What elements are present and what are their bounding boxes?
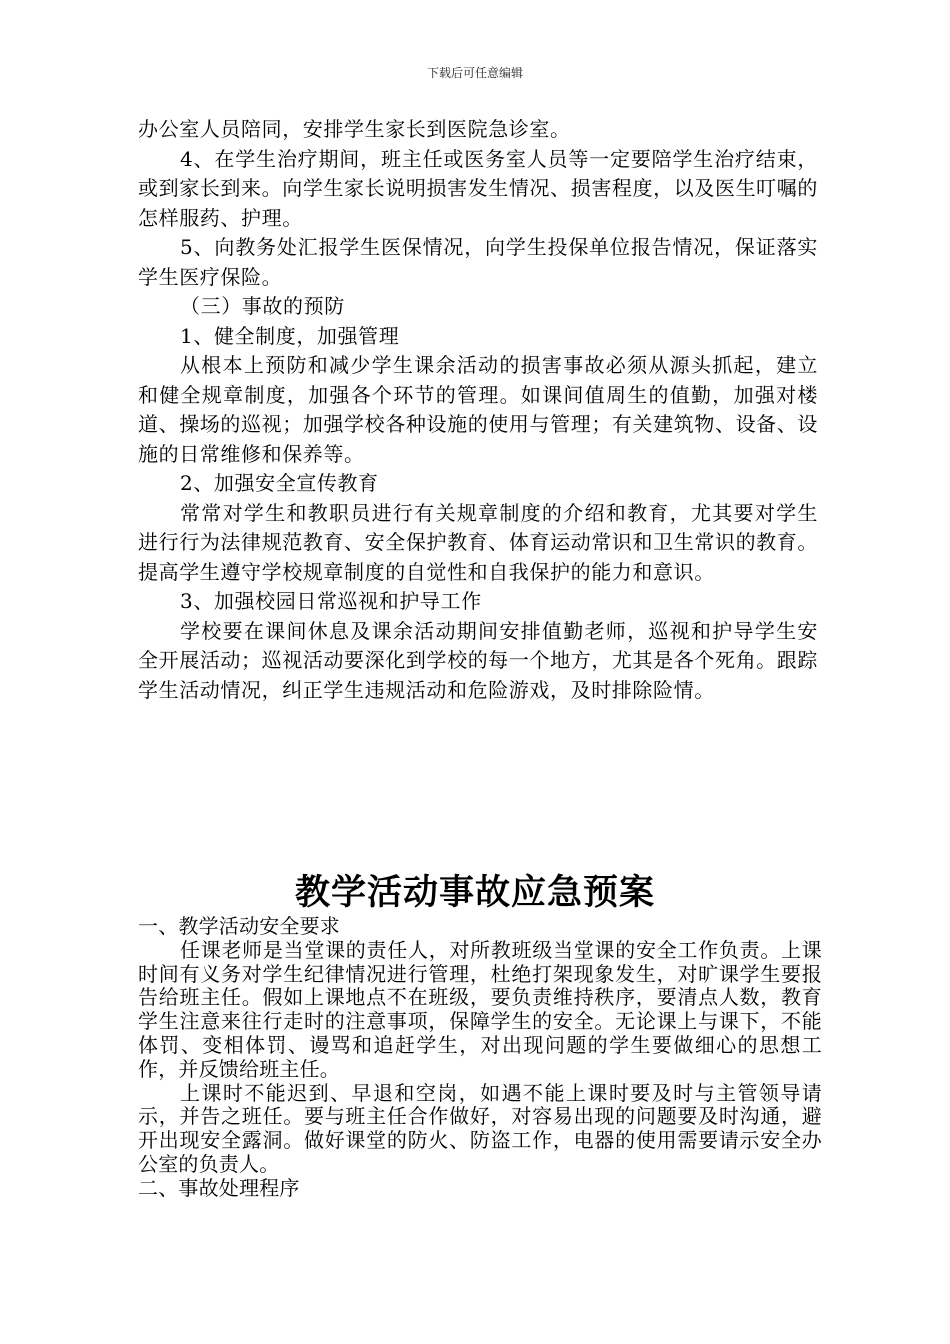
paragraph: 办公室人员陪同，安排学生家长到医院急诊室。 xyxy=(138,117,571,141)
subheading: （三）事故的预防 xyxy=(180,294,345,318)
section-heading: 一、教学活动安全要求 xyxy=(138,914,340,938)
paragraph: 从根本上预防和减少学生课余活动的损害事故必须从源头抓起，建立和健全规章制度，加强各个环节的管理。如课间值周生的值勤，加强对楼道、操场的巡视；加强学校各种设施的使用与管理；有关建筑物、设备、设施的日常维修和保养等。 xyxy=(138,353,818,466)
paragraph: 常常对学生和教职员进行有关规章制度的介绍和教育，尤其要对学生进行行为法律规范教育、安全保护教育、体育运动常识和卫生常识的教育。提高学生遵守学校规章制度的自觉性和自我保护的能力和意识。 xyxy=(138,500,818,584)
body-section-teaching-safety xyxy=(138,915,822,1201)
subheading: 3、加强校园日常巡视和护导工作 xyxy=(180,589,482,613)
body-section-accident-prevention xyxy=(138,115,818,705)
paragraph: 任课老师是当堂课的责任人，对所教班级当堂课的安全工作负责。上课时间有义务对学生纪律情况进行管理，杜绝打架现象发生，对旷课学生要报告给班主任。假如上课地点不在班级，要负责维持秩序，要清点人数，教育学生注意来往行走时的注意事项，保障学生的安全。无论课上与课下，不能体罚、变相体罚、谩骂和追赶学生，对出现问题的学生要做细心的思想工作，并反馈给班主任。 xyxy=(138,937,822,1081)
paragraph: 5、向教务处汇报学生医保情况，向学生投保单位报告情况，保证落实学生医疗保险。 xyxy=(138,235,818,289)
subheading: 2、加强安全宣传教育 xyxy=(180,471,379,495)
paragraph: 上课时不能迟到、早退和空岗，如遇不能上课时要及时与主管领导请示，并告之班任。要与班主任合作做好，对容易出现的问题要及时沟通，避开出现安全露洞。做好课堂的防火、防盗工作，电器的使用需要请示安全办公室的负责人。 xyxy=(138,1080,822,1176)
paragraph: 学校要在课间休息及课余活动期间安排值勤老师，巡视和护导学生安全开展活动；巡视活动要深化到学校的每一个地方，尤其是各个死角。跟踪学生活动情况，纠正学生违规活动和危险游戏，及时排除险情。 xyxy=(138,618,818,702)
paragraph: 4、在学生治疗期间，班主任或医务室人员等一定要陪学生治疗结束，或到家长到来。向学生家长说明损害发生情况、损害程度，以及医生叮嘱的怎样服药、护理。 xyxy=(138,146,818,230)
document-title: 教学活动事故应急预案 xyxy=(294,873,655,913)
subheading: 1、健全制度，加强管理 xyxy=(180,323,400,348)
section-heading: 二、事故处理程序 xyxy=(138,1175,300,1200)
header-note: 下载后可任意编辑 xyxy=(426,66,523,80)
